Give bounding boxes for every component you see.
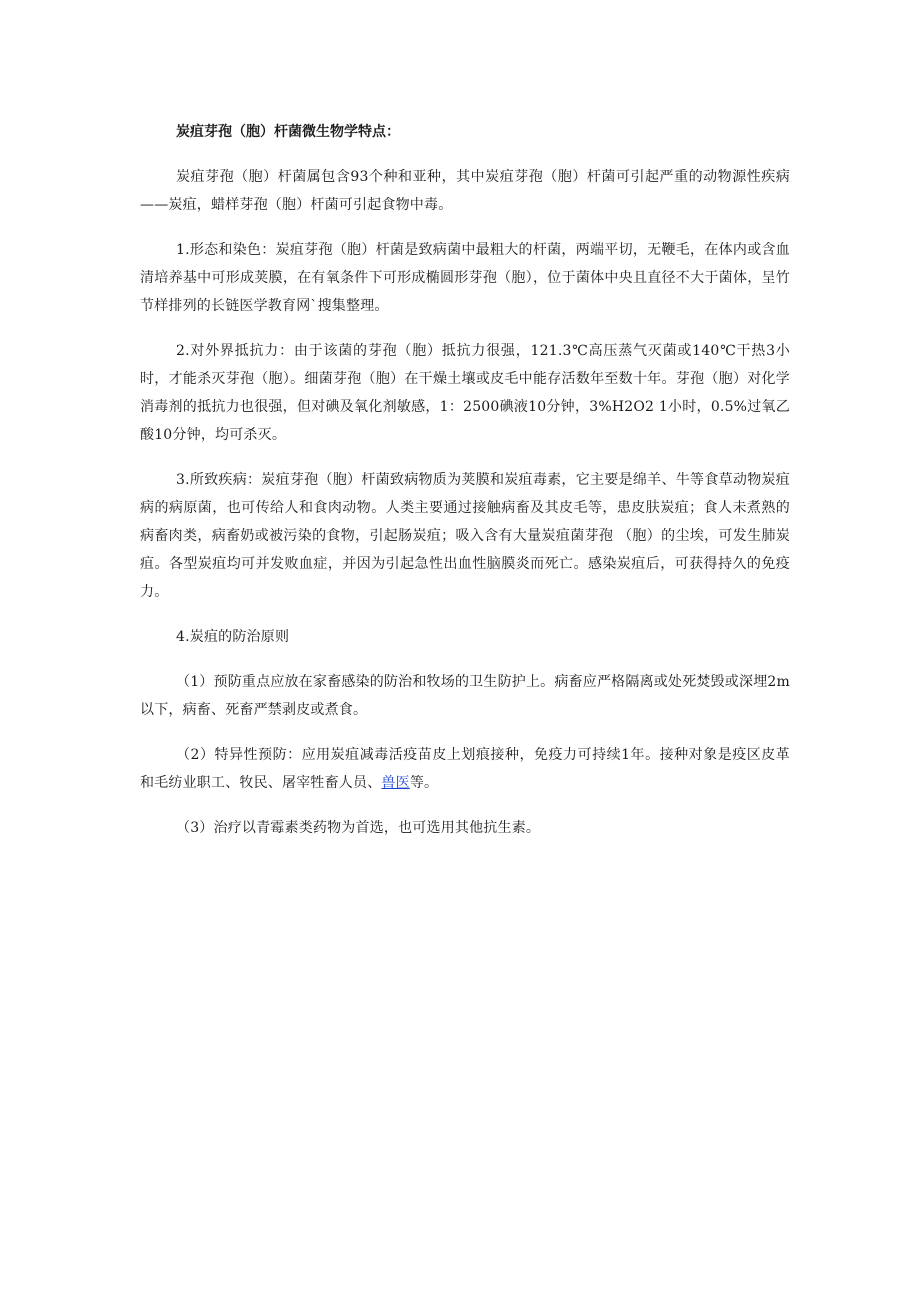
intro-paragraph: 炭疽芽孢（胞）杆菌属包含93个种和亚种，其中炭疽芽孢（胞）杆菌可引起严重的动物源性疾病——炭疽，蜡样芽孢（胞）杆菌可引起食物中毒。: [140, 169, 790, 213]
section-prevention-title: 4.炭疽的防治原则: [176, 629, 290, 645]
document-heading: 炭疽芽孢（胞）杆菌微生物学特点：: [176, 124, 400, 140]
document-body: [140, 118, 790, 859]
prevention-item-2-text: （2）特异性预防：应用炭疽减毒活疫苗皮上划痕接种，免疫力可持续1年。接种对象是疫区皮革和毛纺业职工、牧民、屠宰牲畜人员、: [140, 747, 790, 791]
section-resistance: 2.对外界抵抗力：由于该菌的芽孢（胞）抵抗力很强，121.3℃高压蒸气灭菌或140℃干热3小时，才能杀灭芽孢（胞）。细菌芽孢（胞）在干燥土壤或皮毛中能存活数年至数十年。芽孢（胞）对化学消毒剂的抵抗力也很强，但对碘及氧化剂敏感，1：2500碘液10分钟，3%H2O2 1小时，0.5%过氧乙酸10分钟，均可杀灭。: [140, 343, 790, 443]
prevention-item-3: （3）治疗以青霉素类药物为首选，也可选用其他抗生素。: [176, 820, 541, 836]
prevention-item-1: （1）预防重点应放在家畜感染的防治和牧场的卫生防护上。病畜应严格隔离或处死焚毁或深埋2m以下，病畜、死畜严禁剥皮或煮食。: [140, 674, 790, 718]
section-morphology-staining: 1.形态和染色：炭疽芽孢（胞）杆菌是致病菌中最粗大的杆菌，两端平切，无鞭毛，在体内或含血清培养基中可形成荚膜，在有氧条件下可形成椭圆形芽孢（胞），位于菌体中央且直径不大于菌体，呈竹节样排列的长链医学教育网`搜集整理。: [140, 242, 790, 314]
veterinarian-link[interactable]: 兽医: [381, 775, 410, 791]
prevention-item-2-tail: 等。: [409, 775, 439, 791]
section-diseases: 3.所致疾病：炭疽芽孢（胞）杆菌致病物质为荚膜和炭疽毒素，它主要是绵羊、牛等食草动物炭疽病的病原菌，也可传给人和食肉动物。人类主要通过接触病畜及其皮毛等，患皮肤炭疽；食人未煮熟的病畜肉类，病畜奶或被污染的食物，引起肠炭疽；吸入含有大量炭疽菌芽孢 （胞）的尘埃，可发生肺炭疽。各型炭疽均可并发败血症，并因为引起急性出血性脑膜炎而死亡。感染炭疽后，可获得持久的免疫力。: [140, 472, 790, 600]
prevention-item-2: [140, 741, 790, 797]
